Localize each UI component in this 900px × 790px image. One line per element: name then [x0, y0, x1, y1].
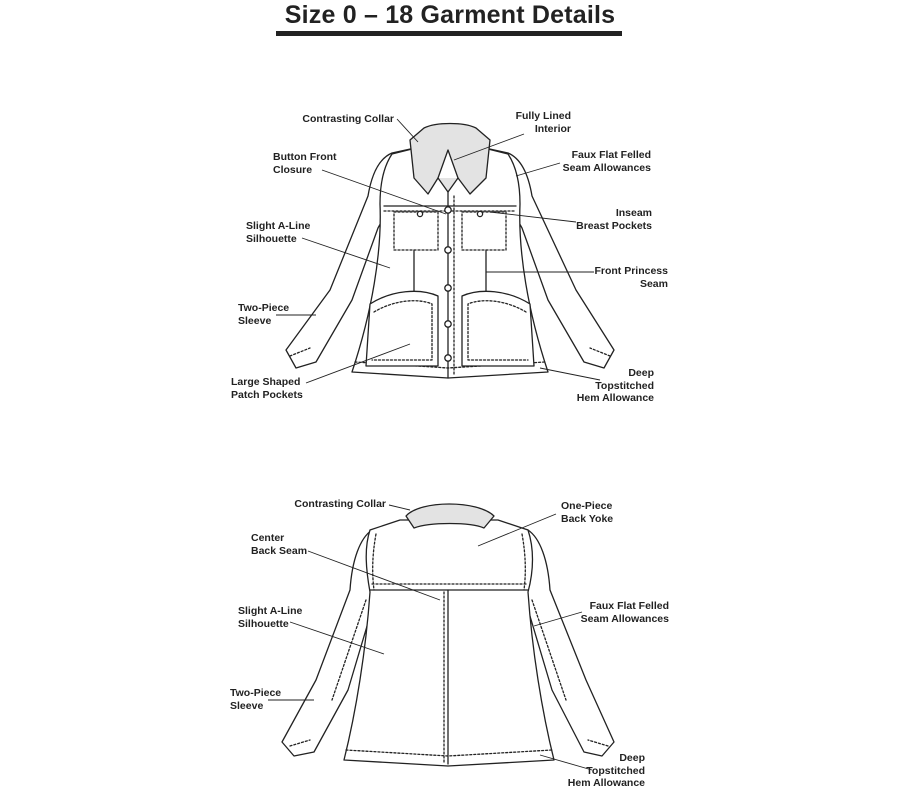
- label-front-faux-flat-felled: Faux Flat Felled Seam Allowances: [562, 149, 651, 174]
- front-button: [445, 207, 451, 213]
- front-button: [445, 321, 451, 327]
- label-front-two-piece-sleeve: Two-Piece Sleeve: [238, 302, 290, 327]
- label-back-center-seam: Center Back Seam: [251, 532, 308, 557]
- label-front-a-line: Slight A-Line Silhouette: [246, 220, 311, 245]
- front-left-patch-pocket: [366, 291, 438, 366]
- label-front-inseam-pockets: Inseam Breast Pockets: [576, 207, 652, 232]
- label-back-contrasting-collar: Contrasting Collar: [294, 498, 386, 510]
- label-back-a-line: Slight A-Line Silhouette: [238, 605, 303, 630]
- front-button: [445, 247, 451, 253]
- label-back-yoke: One-Piece Back Yoke: [561, 500, 614, 525]
- label-front-fully-lined-interior: Fully Lined Interior: [515, 110, 571, 135]
- label-back-two-piece-sleeve: Two-Piece Sleeve: [230, 687, 282, 712]
- label-front-contrasting-collar: Contrasting Collar: [302, 113, 394, 125]
- back-jacket-drawing: [282, 504, 614, 766]
- label-back-faux-flat-felled: Faux Flat Felled Seam Allowances: [580, 600, 669, 625]
- label-front-patch-pockets: Large Shaped Patch Pockets: [231, 376, 303, 401]
- label-back-deep-hem: Deep Topstitched Hem Allowance: [567, 752, 645, 789]
- front-button: [445, 355, 451, 361]
- label-front-button-closure: Button Front Closure: [273, 151, 337, 176]
- label-front-deep-hem: Deep Topstitched Hem Allowance: [576, 367, 654, 404]
- label-front-princess-seam: Front Princess Seam: [594, 265, 668, 290]
- back-body: [344, 520, 554, 766]
- front-right-patch-pocket: [462, 291, 534, 366]
- page-title: Size 0 – 18 Garment Details: [284, 1, 616, 29]
- front-button: [445, 285, 451, 291]
